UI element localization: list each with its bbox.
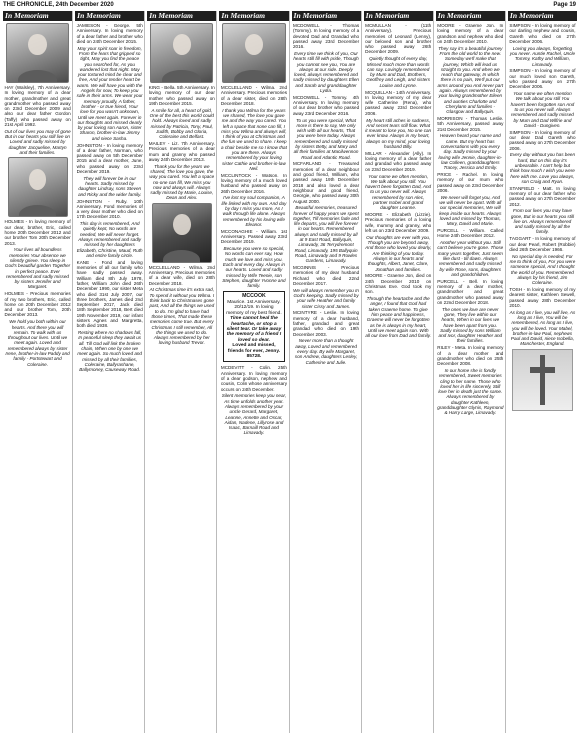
portrait-photo — [6, 23, 69, 83]
column-5 — [292, 11, 362, 733]
notice-list — [292, 23, 361, 365]
notice: PURCELL - William. Called Home 24th December 2012. — [437, 227, 504, 239]
boxed-notice-name: MCCOOK — [242, 293, 266, 300]
column-header: In Memoriam — [508, 11, 577, 21]
notice-verse: Because you were so special, No words can ever say, How much we love and miss you. Each and every day. Always in our hearts. Loved and sadly missed by Wife Teenie, son Stephen, daughter Yvonne and family. — [222, 246, 286, 289]
notice: MCDOWELL - Thomas (Tommy). In loving memory of a devoted Dad and Grandad who passed away 23rd December 2016. — [293, 23, 360, 50]
notice-verse: We never will forget you, And we will never be apart. With all our special memories, We will keep inside our hearts. Always loved and missed by Thomas, Mary, David and Marie. — [439, 194, 502, 227]
notice: MILLAR - Alexander (Ally). In loving memory of a dear father and grandad who passed away on 23rd December 2019. — [365, 150, 432, 172]
notice: MAILEY - Liz. 7th Anniversary. Precious memories of a dear mum and granny who passed away 24th December 2013. — [148, 140, 215, 162]
notice-list — [364, 23, 433, 338]
notice: TOSH - In loving memory of my dearest sister, Kathleen Sewell, passed away 28th December 2010. — [509, 286, 576, 308]
notice: JAMIESON - George. 5th Anniversary. In loving memory of a dear father and brother who died on 24th December 2015. — [76, 23, 143, 44]
portrait-photo — [152, 203, 212, 263]
notice: MCDEVITT - Colin. 25th Anniversary. In loving memory of a dear godson, nephew and cousin, Colin whose anniversary occurs on 24th December. — [220, 365, 287, 392]
notice-verse: Resting where no shadows fall, In peaceful sleep they await us all. Till God will link the broken chain, When one by one we meet again. So much loved and missed by all their families, Coleraine, Ballyrashane, Ballymoney, Causeway Road. — [77, 330, 142, 373]
notice-verse: A smile for all, a heart of gold, One of the best this world could hold. Always loved and sadly missed by Patricia, Tony, Paul, Judith, Bobby and Gloria, Coleraine and Belfast. — [149, 107, 214, 140]
column-header: In Memoriam — [436, 11, 505, 21]
notice: KANE - Fond and loving memories of all our family who have sadly passed away. William died 8th July 1978, father, William John died 26th December 1990, our sister Meta who died 31st July 2007, our three brothers, James died 2nd September 2017, Jack died 18th September 2018, Bert died 19th November 2019, our infant sisters Agnes and Margretta, both died 1938. — [76, 259, 143, 329]
column-6 — [364, 11, 434, 733]
notice: MCQUILLAN - 14th Anniversary. In loving memory of my dear wife Catherine (Rena), who passed away 23rd December 2006. — [365, 89, 432, 116]
notice: PRICE - Rachel. In loving memory of our mum who passed away on 23rd December 2006. — [437, 172, 504, 193]
notice-verse: Silent memories keep you near, As time unfolds another year. Always remembered by your uncle Gerard, Margaret, Leanne, Annette and Oscar, Aidan, Nadene, Lillyrose and Isaac, Barnaill Road and Limavady. — [221, 393, 287, 436]
portrait-photo — [222, 23, 285, 83]
notice-verse: Out of our lives you may of gone But in our hearts you still live on Loved and sadly missed by daughter Jacqueline, Martyn and their families. — [4, 128, 71, 156]
page-header — [0, 0, 580, 11]
notice-verse: Thank you for the years we shared, The love you gave, the way you cared. You left a space no-one can fill, We miss you now and always will. Always sadly missed by Marie, Louise, Dean and Alex. — [149, 163, 215, 201]
notice: MCDOWELL - Tommy. 4th Anniversary. In loving memory of our dear brother who passed away 23rd December 2016. — [293, 94, 360, 116]
notice: MOORE - Graeme Jon. In loving memory of a dear grandson and nephew who died on 24th December 2010. — [437, 23, 504, 44]
notice-list — [219, 85, 288, 436]
notice: JOHNSTON - In loving memory of a dear father, Norman, who passed away on 5th December 2015 and a dear mother, June, who passed away on 23rd December 2019. — [76, 142, 143, 175]
notice: MCCLELLAND - Wilma. 2nd Anniversary. Precious memories of a dear wife, died on 28th December 2018. — [148, 264, 215, 286]
column-3 — [147, 11, 217, 733]
notice: PURCELL - Bell. In loving memory of a dear mother, grandmother and great grandmother who passed away on 22nd December 2018. — [437, 278, 504, 305]
column-header: In Memoriam — [3, 11, 72, 21]
notice-verse: I thank you Wilma for the years we shared, The love you gave me and the way you cared. You left a space that none can fill, I miss you Wilma and always will, I think of you at Christmas and the fun we used to share. I keep a chair beside me so I know that you are there. Always remembered by your loving sister Cathie and brother-in-law Neil. — [220, 107, 287, 171]
notice-verse: In our home she is fondly remembered, Sweet memories cling to her name. Those who loved her in life sincerely, Still love her in death just the same. Always remembered by daughter Kathleen, granddaughter Glynis, Raymond & Harry Large, Limavady. — [437, 367, 504, 416]
notice: MORRISON - Thomas Leslie. 5th Anniversary, passed away 21st December 2015. — [437, 116, 504, 132]
notice-verse: My heart still aches in sadness, And secret tears still flow. What it meant to lose you, No one can ever know. Always in my heart, always on my mind, your loving husband Billy. — [365, 117, 432, 150]
notice: KING - Bella. 5th Anniversary. In loving memory of our dear mother who passed away on 19th December 2015. — [148, 85, 215, 106]
column-4 — [219, 11, 289, 733]
notice-verse: Your lives all boundless memories Your absence we silently grieve. You sleep in God's beautiful garden Together in perfect peace. Ever remembered and sadly missed by sisters Jennifer and Margaret. — [4, 247, 71, 290]
notice-verse: This day is remembered, And quietly kept, No words are needed, We will never forget. Always remembered and sadly missed by her daughters Elizabeth, Christine, Maud, Ruth and entire family circle. — [76, 221, 143, 258]
notice: MCCLINTOCK - Watson. In loving memory of a much loved husband who passed away on 26th December 2016. — [220, 172, 287, 194]
notice: SIMPSON - In loving memory of our dear Dad Gareth who passed away on 27th December 2006. — [509, 129, 576, 151]
notice-verse: The ones we love are never gone, They live within our hearts, When in our lives we have been apart from you. Sadly missed by sons William and Ivor, daughter Heather and their families. — [438, 306, 503, 344]
notice-verse: Your name we often mention We talk about you still You haven't been forgotten son And to us you never will. Always remembered and sadly missed by Mum and Dad Wilfrie and David - Dungiven. — [510, 91, 575, 128]
notice-verse: They say it's a beautiful journey From the old world to the new. Someday we'll make that journey, Which will lead us straight to you. And when we reach that gateway, In which there is no pain, We'll put our arms around you And never part again. Always remembered by your loving grandmother Eileen and aunties Charlotte and Cherylann and families - Glasgow and Ballyquin. — [437, 45, 504, 115]
notice-list — [147, 85, 216, 346]
column-1 — [3, 11, 73, 733]
publication-date: THE CHRONICLE, 24th December 2020 — [3, 2, 114, 8]
notice-verse: Beautiful memories, treasured forever of happy years we spent together, Till memories fade and life departs, you will live forever in our hearts. Remembered always and sadly missed by all at 9 East Road, Ballyquin, Limavady, 36 Terrydremont Road, Limavady, 195 Ballyquin Road, Limavady and 9 Rowles Gardens, Limavady. — [293, 205, 359, 264]
notice-verse: Another year without you. Still can't believe you're gone. Those many years together, Just seem like dust - till dawn. Always remembered and sadly missed by wife Rose, sons, daughters and grandchildren. — [437, 240, 504, 277]
notice: HOLMES - In loving memory of our dear, brother, Eric, called home 20th December 2012 and our brother Tom 20th December 2013. — [4, 219, 71, 246]
notice-columns — [3, 11, 577, 733]
notice-verse: They will forever be in our hearts. Sadly missed by daughter Lindsay, sons Steven and Ricky and the wider family. — [78, 175, 142, 197]
notice: HAY (Walsley), 7th Anniversary. In loving memory of a dear mother, grandmother and great grandmother who passed away on 23rd December 2009 and also our dear father Gordon (Taffy) who passed away on 21st April 1992. — [4, 85, 71, 128]
notice: SIMPSON - In loving memory of our much loved son Gareth, who passed away on 27th December 2006. — [509, 68, 576, 90]
notice-verse: May your spirit soar in freedom, From the fears that gripped so tight, May you find the peace you searched for, As you wandered lost that night. May your tortured mind be clear and free, And your tender heart be warm. We will have you with the Angels for now, To keep you safe in their arms. We wear your memory proudly, A father, brother - or true friend, Your love for you wasn't unknown, Until we meet again. Forever in our thoughts and missed dearly by your loving son Aaron, sister Sharon, brother-in-law Jimmy and niece Sasha. — [76, 45, 143, 141]
notice-list — [436, 23, 505, 416]
notice-verse: From our lives you may have gone, But in our hearts you still live on. Always remembered and sadly missed by all the family. — [510, 208, 574, 235]
notice-verse: Never more than a thought away, Loved and remembered every day. By wife Margaret, son Andrew, daughters Lesley, Catherine and Julie. — [294, 338, 358, 365]
notice-verse: Through the heartache and the anger, I found that God had taken Graeme home. To give him peace and happiness, Graeme will never be forgotten as he is always in my heart, Until we meet again son. With all our love from Dad and family. — [365, 296, 431, 339]
notice-verse: Our thoughts are ever with you, Though you are beyond away, And those who loved you dearly, Are thinking of you today. Always in our hearts and thoughts, Albert, Janet, Clare, Jonathan and families. — [365, 234, 432, 272]
boxed-notice-body: Maurice. 1st Anniversary. 20/12/19. In loving memory of my best friend. — [226, 299, 282, 316]
page-number: Page 19 — [553, 2, 576, 8]
column-2 — [75, 11, 145, 733]
notice-verse: Your name we often mention, We talk about you still. You haven't been forgotten Dad, And to us you never will. Always remembered by son Alec, partner Isobel and grand daughter Leanne. — [365, 173, 432, 211]
notice: RILEY - Meta. In loving memory of a dear mother and grandmother who died on 25th December 2008. — [437, 345, 504, 367]
notice: MCINTYRE - Leslie. In loving memory of a dear husband, father, grandad and great grandad who died on 19th December 2003. — [293, 310, 360, 337]
notice-verse: I've lost my soul companion, A life linked with my own. And day by day I miss you more, As I walk through life alone. Always remembered by his loving wife Eleanor. — [221, 195, 287, 227]
column-header: In Memoriam — [147, 11, 216, 21]
notice-verse: Every time we think of you, Our hearts still fill with pride, Though you cannot see you, You are always at our side. Deeply loved, always remembered and sadly missed by daughters Ellen and Sarah and granddaughter Lydia. — [293, 50, 359, 94]
column-header: In Memoriam — [75, 11, 144, 21]
column-8 — [508, 11, 577, 733]
notice-verse: Heaven heard your name and came. But my heart has conversations with you every day. Sadly missed by your loving wife Jennie, daughter-in-law Colleen, granddaughters Tracey, Jessica and Emily. — [438, 133, 503, 171]
notice: MCGINNIS - Precious memories of my dear husband Richard who died 22nd December 2017. — [293, 265, 360, 286]
notice-verse: Quietly thought of every day, Missed much more than words can say. Lovingly remembered by Mum and Dad, Brothers, Geoffrey and Leigh, and sisters Louise and Lynne. — [366, 56, 431, 88]
column-7 — [436, 11, 506, 733]
notice-verse: To us you were special, What more is there to say, We only wish with all our hearts, That you were here today. Always remembered and sadly missed by sisters Betty, and Mary and all their families at Macilwennon Road and Atlantic Road. — [293, 117, 359, 160]
notice-list — [508, 23, 577, 411]
notice-verse: Every day without you has been hard, But on this day it's unbearable. I can't help but think how much I wish you were here with me. Love you always, son Craig and Ryan. — [509, 152, 575, 184]
notice-list — [75, 23, 144, 373]
column-header: In Memoriam — [219, 11, 288, 21]
notice-verse: Loving you always, forgetting you never. Auntie Rachel, Uncle Tommy, Kathy and William, Limavady. — [509, 45, 576, 67]
notice-verse: We hold you both within our hearts. And there you will remain. To walk with us throughout our lives. Until we meet again. Loved and remembered always by sister Irene, brother-in-law Paddy and family - Portstewart and Coleraine. — [5, 319, 70, 367]
notice: STANFIELD - Matt. In loving memory of our dear father who passed away on 27th December 2012. — [509, 185, 576, 207]
boxed-notice-sign: Loved and missed, friends for ever, Jenny. 85728. — [227, 343, 281, 359]
notice: JOHNSTON - Ruby. 10th Anniversary. Fond memories of a very dear mother who died on 17th December 2010. — [76, 198, 143, 220]
column-header: In Memoriam — [364, 11, 433, 21]
column-header: In Memoriam — [292, 11, 361, 21]
notice-verse: No special day is needed, For me to think of you, For you were someone special, And I thought the world of you. Remembered always by his friend, Jim Coleraine. — [509, 253, 576, 286]
notice-verse: We will always remember you In God's keeping. Sadly missed by your wife Heather and family sister Cissy and James. — [293, 287, 359, 309]
notice: MCFARLAND - Treasured memories of a dear neighbour and good friend, William, who passed away 19th December 2018 and also loved a dear neighbour and good friend, Georgie, who passed away 30th August 2000. — [293, 161, 360, 204]
notice: SIMPSON - In loving memory of our darling nephew and cousin, Gareth who died on 27th December 2006. — [509, 23, 576, 44]
cross-icon — [512, 349, 572, 411]
portrait-photo — [150, 23, 213, 83]
notice-verse: As long as I live, you will live, As long as I live, You will be remembered, As long as I live, you will be loved. Your Mabel, brother-in-law Paul, nephews Paul and David, niece Isobella, Manchester, England. — [509, 309, 576, 347]
notice: MCMULLAN - (11th Anniversary). Precious memories of Leonard (Lenny), our beloved son and brother who passed away 26th December 2009. — [365, 23, 432, 55]
notice-verse: At Christmas time it's extra sad, To spend it without you Wilma. I think back to Christmases gone past, And all the things we used to do. I'm glad to have had those times, That made these memories come true. But every Christmas I still remember, All the things we used to do. Always remembered by her loving husband Trevor. — [149, 287, 215, 346]
boxed-notice — [223, 291, 285, 362]
notice-list — [3, 85, 72, 367]
notice: TAGGART - In loving memory of our dear Pearl, Robert (Robbie) died 26th December 1966. — [509, 236, 576, 252]
notice: HOLMES - Precious memories of my two brothers, Eric, called home on 20th December 2012 and our brother Tom, 20th December 2013. — [4, 291, 71, 318]
notice: MOORE - Elizabeth (Lizzie). Precious memories of a loving wife, mummy and granny, who left us on 23rd December 2009. — [365, 212, 432, 233]
boxed-notice-verse: Time cannot heal the heartache, or stop a silent tear. Or take away the memory of a friend I loved so dear. — [226, 316, 282, 343]
notice: MOORE - Graeme Jon, died on 24th December 2010 on Christmas Eve. God took my son. — [365, 273, 432, 295]
notice: MCCONAGHIE - William. 1st Anniversary. Passed away 23rd December 2019. — [220, 228, 287, 245]
portrait-photo — [8, 157, 68, 217]
notice: MCCLELLAND - Wilma. 2nd Anniversary. Precious memories of a dear sister, died on 28th December 2018. — [220, 85, 287, 106]
